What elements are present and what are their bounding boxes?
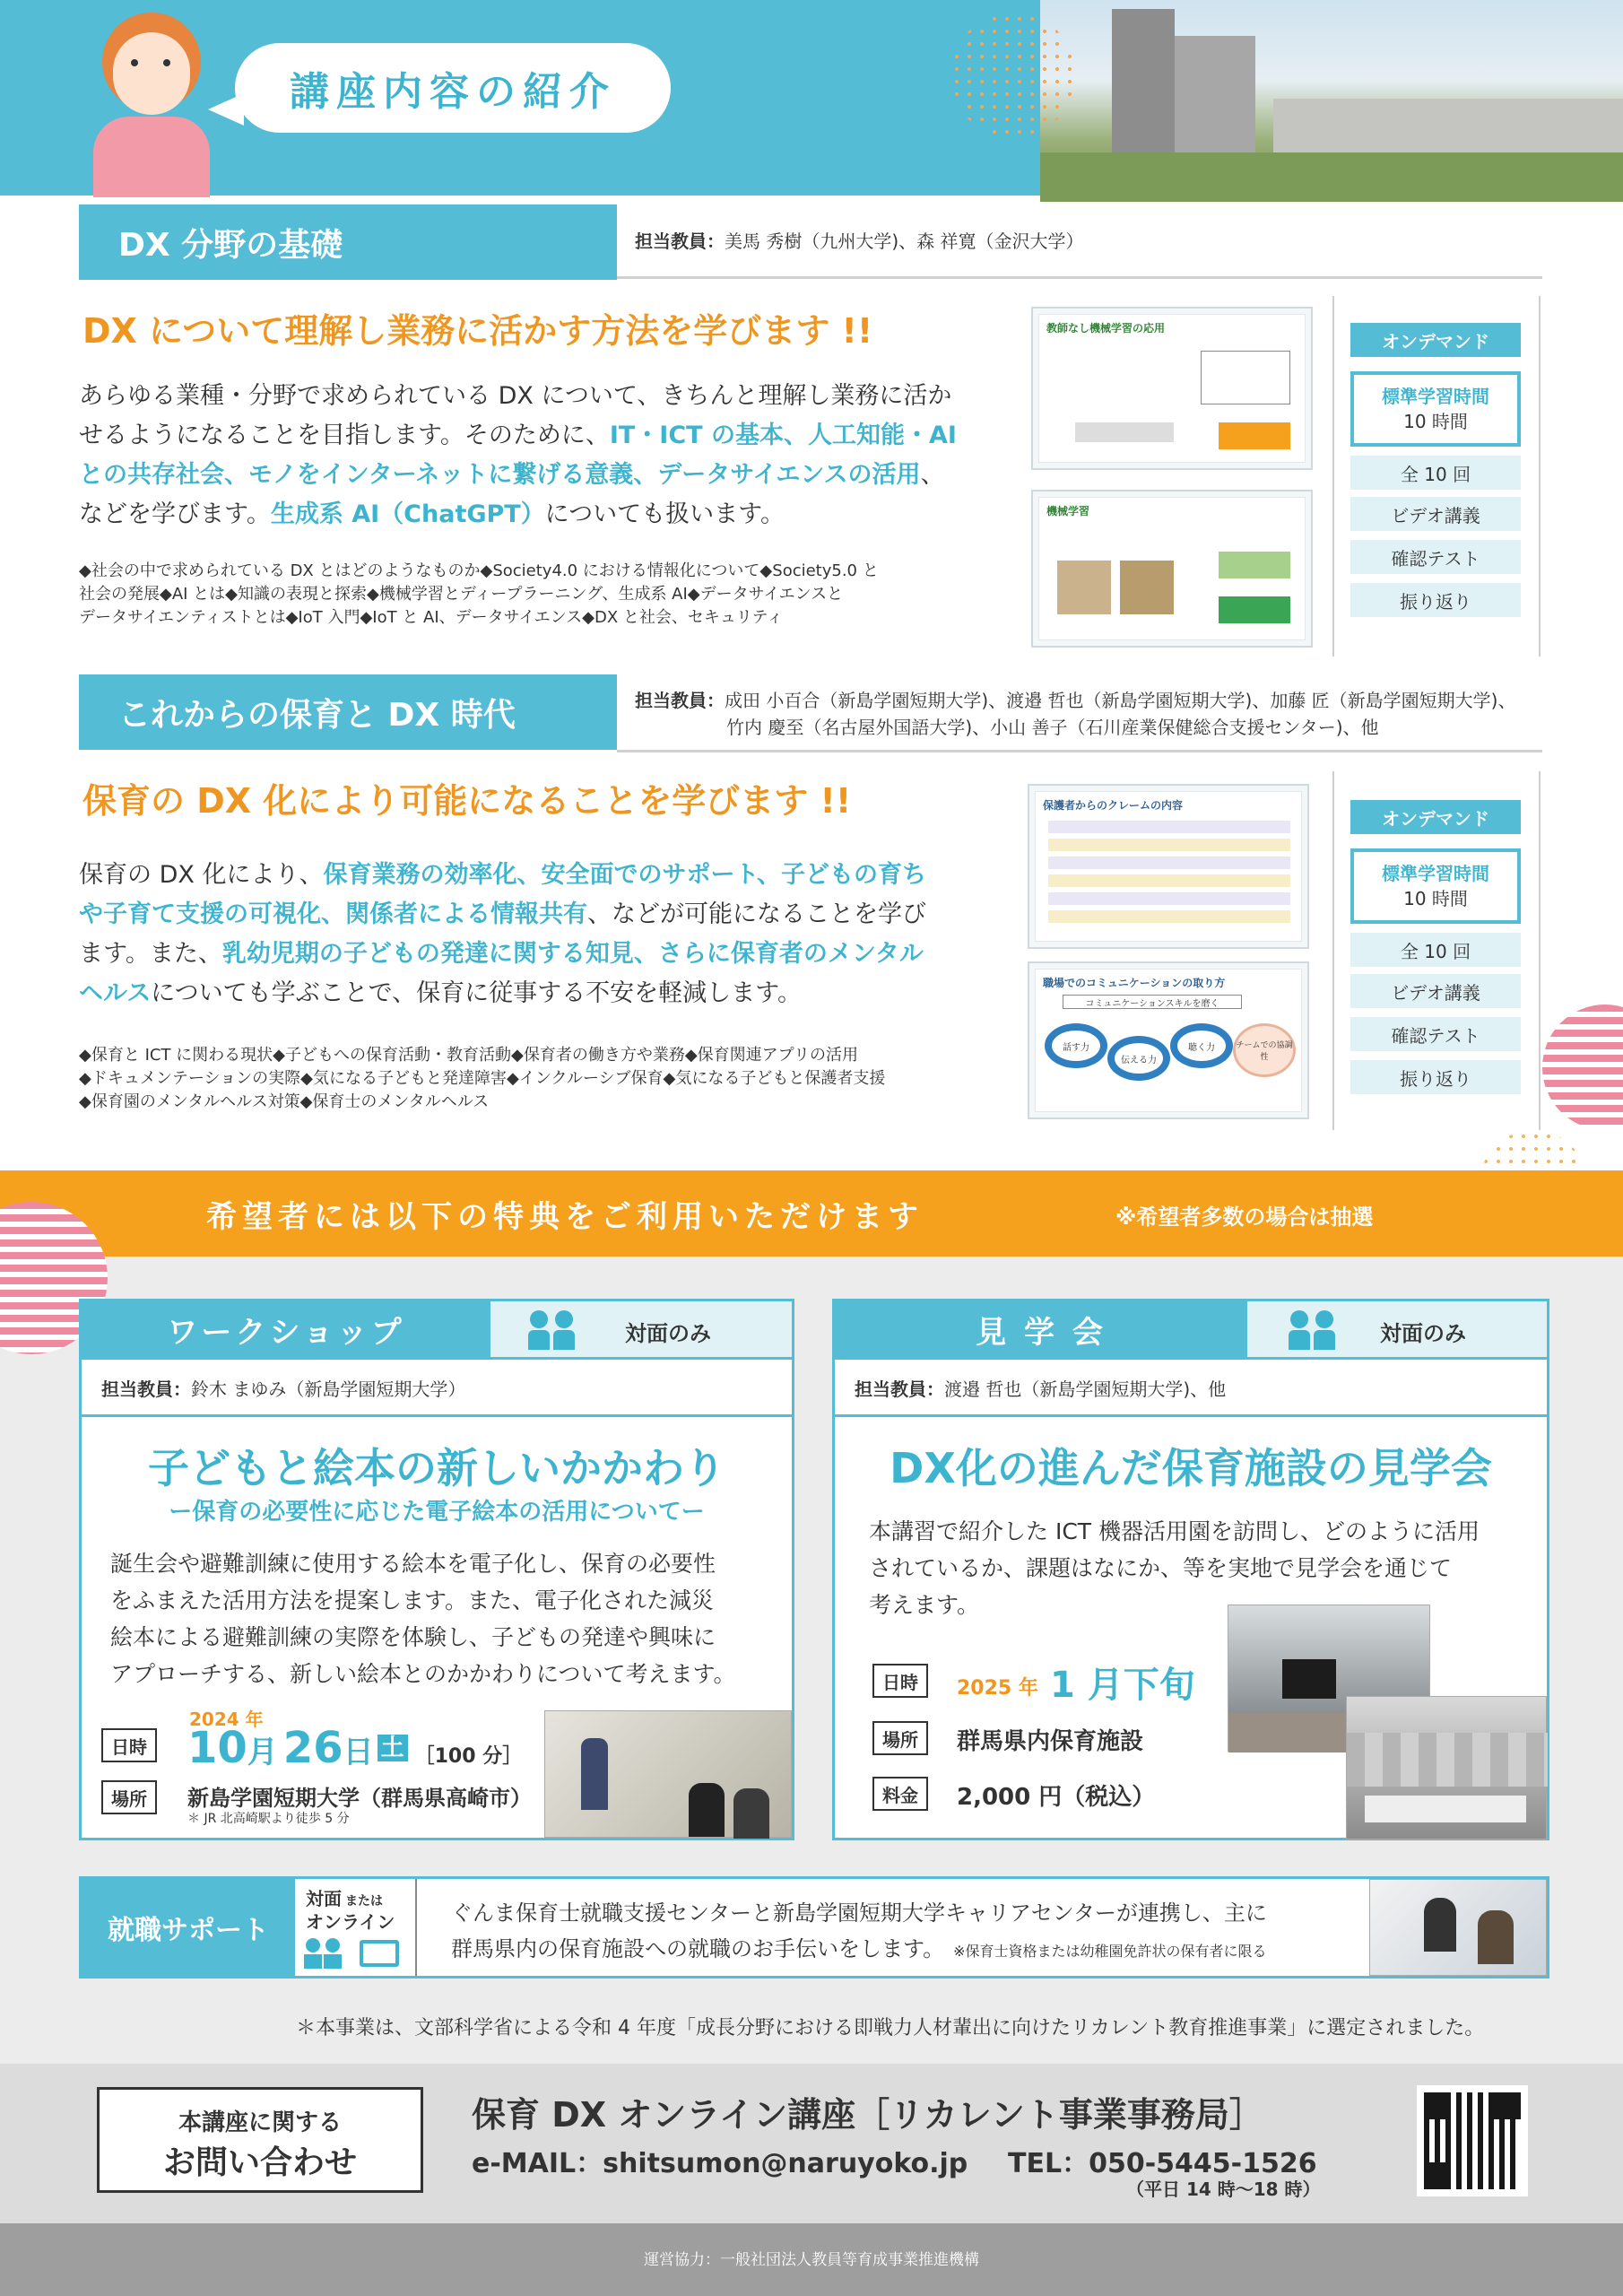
- course2-slide-thumbnail-2: 職場でのコミュニケーションの取り方 コミュニケーションスキルを磨く 話す力 伝える力 聴く力 チームでの協調性: [1028, 961, 1309, 1119]
- course1-slide-thumbnail-2: 機械学習: [1031, 490, 1313, 648]
- place-label: 場所: [101, 1780, 157, 1814]
- workshop-tab: ワークショップ: [82, 1301, 490, 1357]
- course2-info-test: 確認テスト: [1350, 1017, 1521, 1051]
- course2-topics: ◆保育と ICT に関わる現状◆子どもへの保育活動・教育活動◆保育者の働き方や業務◆保育関連アプリの活用 ◆ドキュメンテーションの実際◆気になる子どもと発達障害◆インクルーシブ保育◆気になる子どもと保護者支援 ◆保育園のメンタルヘルス対策◆保育士のメンタルヘルス: [79, 1046, 886, 1111]
- benefits-band: 希望者には以下の特典をご利用いただけます ※希望者多数の場合は抽選: [0, 1170, 1623, 1257]
- bottom-bar: 運営協力：一般社団法人教員等育成事業推進機構: [0, 2223, 1623, 2296]
- course2-teacher: 担当教員：成田 小百合（新島学園短期大学)、渡邉 哲也（新島学園短期大学)、加藤 匠（新島学園短期大学)、 竹内 慶至（名古屋外国語大学)、小山 善子（石川産業保健総合支援センター)、他: [635, 690, 1516, 738]
- tour-description: 本講習で紹介した ICT 機器活用園を訪問し、どのように活用 されているか、課題はなにか、等を実地で見学会を通じて 考えます。: [869, 1518, 1480, 1618]
- decorative-dots: [950, 13, 1076, 138]
- teacher-illustration: [86, 9, 221, 196]
- monitor-icon: [360, 1940, 399, 1967]
- contact-hours: （平日 14 時〜18 時）: [1126, 2179, 1321, 2200]
- contact-section: [0, 2064, 1623, 2223]
- divider: [617, 750, 1542, 752]
- contact-org: 保育 DX オンライン講座［リカレント事業事務局］: [472, 2095, 1263, 2135]
- course2-headline: 保育の DX 化により可能になることを学びます !!: [82, 781, 852, 821]
- footnote: ＊本事業は、文部科学省による令和 4 年度「成長分野における即戦力人材輩出に向けたリカレント教育推進事業」に選定されました。: [296, 2017, 1485, 2039]
- contact-tel[interactable]: TEL：050-5445-1526: [1008, 2148, 1317, 2179]
- workshop-subtitle: ー保育の必要性に応じた電子絵本の活用についてー: [169, 1499, 705, 1526]
- workshop-mode: 対面のみ: [490, 1301, 792, 1357]
- course1-slide-thumbnail-1: 教師なし機械学習の応用: [1031, 307, 1313, 470]
- workshop-place: 新島学園短期大学（群馬県高崎市）: [187, 1786, 532, 1811]
- tour-fee: 2,000 円（税込）: [957, 1784, 1156, 1811]
- course1-info-review: 振り返り: [1350, 583, 1521, 617]
- tour-teacher: 担当教員：渡邉 哲也（新島学園短期大学)、他: [855, 1378, 1227, 1400]
- course2-slide-thumbnail-1: 保護者からのクレームの内容: [1028, 784, 1309, 949]
- people-icon: [528, 1310, 578, 1350]
- divider: [1539, 771, 1541, 1130]
- date-label: 日時: [101, 1728, 157, 1762]
- course1-topics: ◆社会の中で求められている DX とはどのようなものか◆Society4.0 における情報化について◆Society5.0 と 社会の発展◆AI とは◆知識の表現と探索◆機械学習とディープラーニング、生成系 AI◆データサイエンスと データサイエンティストとは◆IoT 入門◆IoT と AI、データサイエンス◆DX と社会、セキュリティ: [79, 561, 879, 627]
- workshop-classroom-photo: [544, 1710, 792, 1838]
- divider: [1539, 296, 1541, 657]
- course2-mode-tag: オンデマンド: [1350, 800, 1521, 834]
- course1-info-test: 確認テスト: [1350, 540, 1521, 574]
- career-mode: 対面 または オンライン: [295, 1879, 417, 1976]
- course1-info-sessions: 全 10 回: [1350, 456, 1521, 490]
- qr-code[interactable]: [1417, 2085, 1528, 2196]
- course2-description: 保育の DX 化により、保育業務の効率化、安全面でのサポート、子どもの育ち や子育て支援の可視化、関係者による情報共有、などが可能になることを学び ます。また、乳幼児期の子どもの発達に関する知見、さらに保育者のメンタル ヘルスについても学ぶことで、保育に従事する不安を軽減します。: [79, 861, 927, 1007]
- workshop-date: 10月 26日 土 ［100 分］: [187, 1723, 523, 1773]
- course2-info-review: 振り返り: [1350, 1060, 1521, 1094]
- tour-year: 2025 年: [957, 1677, 1038, 1700]
- workshop-title: 子どもと絵本の新しいかかわり: [148, 1444, 725, 1492]
- page-title: 講座内容の紹介: [235, 43, 671, 133]
- course1-headline: DX について理解し業務に活かす方法を学びます !!: [82, 311, 873, 351]
- workshop-description: 誕生会や避難訓練に使用する絵本を電子化し、保育の必要性 をふまえた活用方法を提案します。また、電子化された減災 絵本による避難訓練の実際を体験し、子どもの発達や興味に アプローチする、新しい絵本とのかかわりについて考えます。: [110, 1551, 736, 1687]
- course1-teacher: 担当教員：美馬 秀樹（九州大学)、森 祥寛（金沢大学）: [635, 230, 1084, 252]
- course1-description: あらゆる業種・分野で求められている DX について、きちんと理解し業務に活か せるようになることを目指します。そのために、IT・ICT の基本、人工知能・AI との共存社会、モノをインターネットに繋げる意義、データサイエンスの活用、 などを学びます。生成系 AI（ChatGPT）についても扱います。: [79, 382, 957, 528]
- campus-building-photo: [1040, 0, 1623, 202]
- course1-mode-tag: オンデマンド: [1350, 323, 1521, 357]
- contact-email[interactable]: e-MAIL：shitsumon@naruyoko.jp: [472, 2148, 968, 2179]
- workshop-year: 2024 年: [189, 1709, 264, 1730]
- fee-label: 料金: [872, 1777, 928, 1811]
- workshop-access: ＊ JR 北高崎駅より徒歩 5 分: [187, 1812, 350, 1826]
- course1-info-video: ビデオ講義: [1350, 497, 1521, 531]
- contact-label-box: 本講座に関する お問い合わせ: [97, 2087, 423, 2193]
- workshop-card: [79, 1299, 794, 1840]
- divider: [617, 276, 1542, 279]
- tour-place: 群馬県内保育施設: [957, 1728, 1144, 1755]
- decorative-stripes: [1542, 1004, 1623, 1130]
- divider: [1332, 771, 1334, 1130]
- course2-title-bar: これからの保育と DX 時代: [79, 674, 617, 750]
- career-consultation-photo: [1369, 1879, 1547, 1976]
- tour-title: DX化の進んだ保育施設の見学会: [890, 1444, 1492, 1492]
- workshop-teacher: 担当教員：鈴木 まゆみ（新島学園短期大学）: [101, 1378, 466, 1400]
- tour-tab: 見 学 会: [835, 1301, 1247, 1357]
- course2-info-sessions: 全 10 回: [1350, 933, 1521, 967]
- course2-info-video: ビデオ講義: [1350, 974, 1521, 1008]
- career-support-label: 就職サポート: [82, 1879, 295, 1976]
- tour-mode: 対面のみ: [1247, 1301, 1547, 1357]
- course1-study-time: 標準学習時間 10 時間: [1350, 371, 1521, 447]
- divider: [1332, 296, 1334, 657]
- people-icon: [304, 1938, 343, 1969]
- date-label: 日時: [872, 1664, 928, 1698]
- course2-study-time: 標準学習時間 10 時間: [1350, 848, 1521, 924]
- place-label: 場所: [872, 1721, 928, 1755]
- career-support-box: [79, 1876, 1549, 1979]
- tour-card: [832, 1299, 1549, 1840]
- course1-title-bar: DX 分野の基礎: [79, 204, 617, 280]
- career-description: ぐんま保育士就職支援センターと新島学園短期大学キャリアセンターが連携し、主に 群馬県内の保育施設への就職のお手伝いをします。 ※保育士資格または幼稚園免許状の保有者に限る: [451, 1900, 1267, 1961]
- tour-date: 1 月下旬: [1050, 1665, 1195, 1706]
- facility-photo-2: [1346, 1696, 1547, 1839]
- people-icon: [1289, 1310, 1339, 1350]
